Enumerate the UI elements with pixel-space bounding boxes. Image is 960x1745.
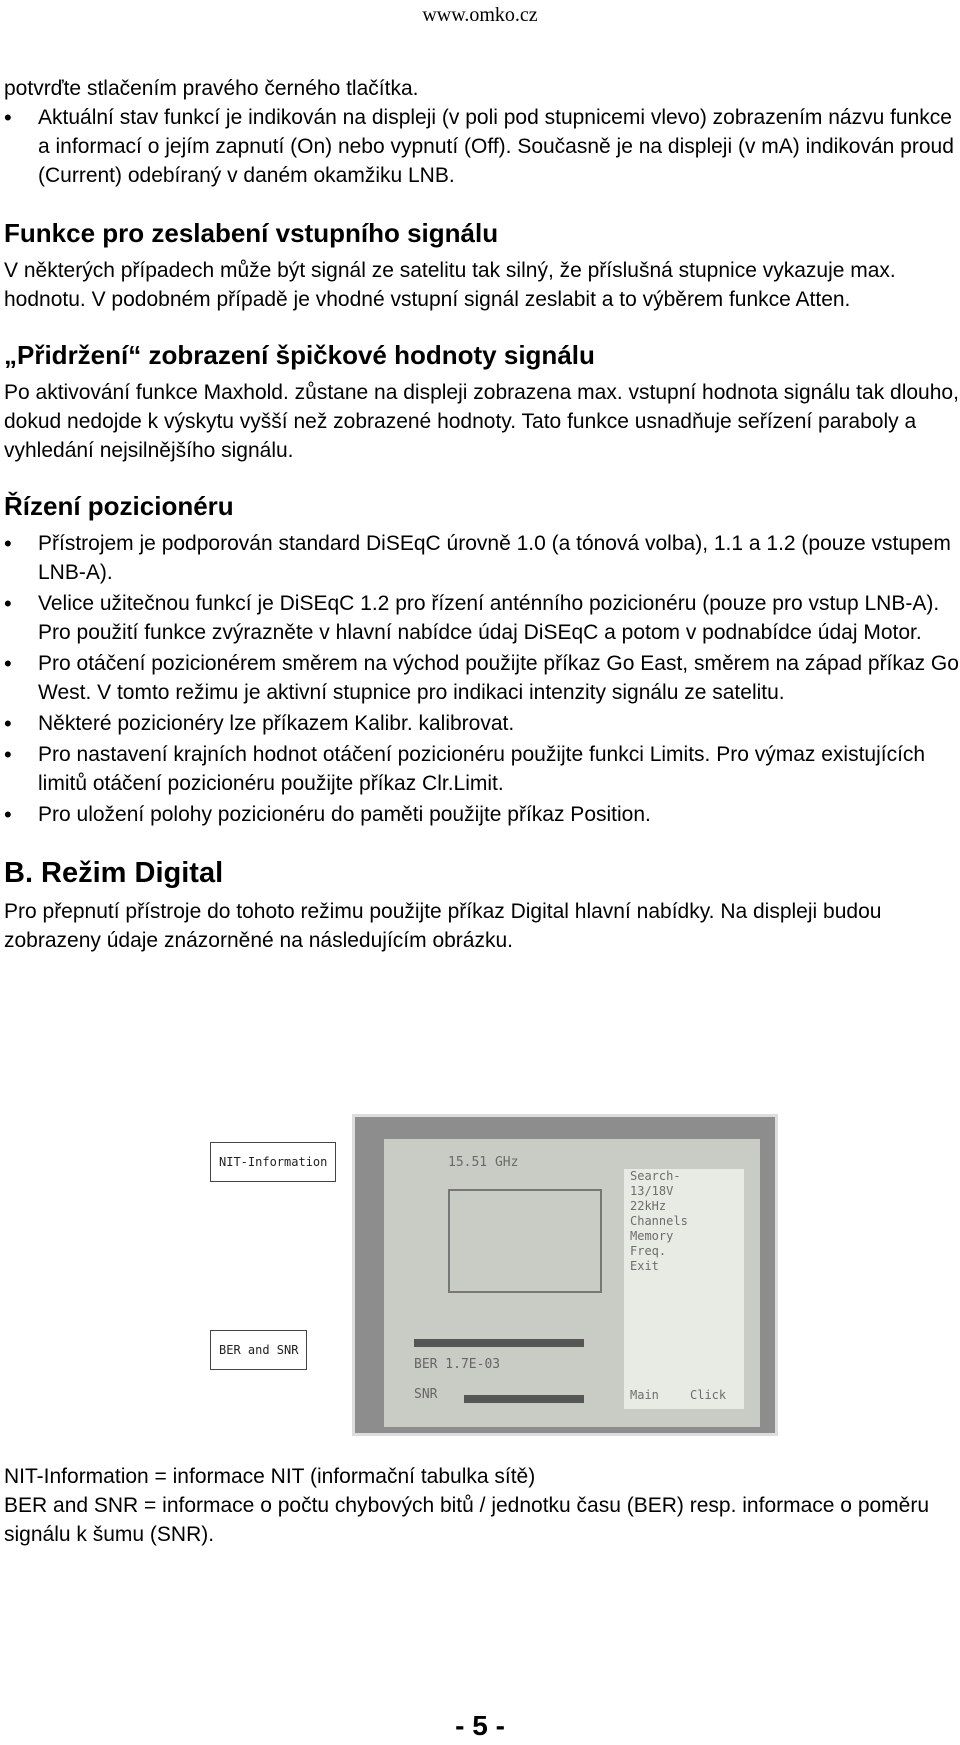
- screen-menu: [624, 1169, 744, 1409]
- positioner-bullet: • Některé pozicionéry lze příkazem Kalibr. kalibrovat.: [0, 709, 960, 738]
- callout-ber: BER and SNR: [210, 1330, 307, 1370]
- page-number: - 5 -: [455, 1710, 505, 1741]
- positioner-bullets: [0, 529, 960, 829]
- header-url: www.omko.cz: [422, 4, 538, 26]
- maxhold-paragraph: Po aktivování funkce Maxhold. zůstane na displeji zobrazena max. vstupní hodnota signálu tak dlouho, dokud nedojde k výskytu vyšší než zobrazené hodnoty. Tato funkce usnadňuje seřízení paraboly a vyhledání nejsilnějšího signálu.: [4, 381, 959, 462]
- positioner-bullet: • Velice užitečnou funkcí je DiSEqC 1.2 pro řízení anténního pozicionéru (pouze pro vstup LNB-A). Pro použití funkce zvýrazněte v hlavní nabídce údaj DiSEqC a potom v podnabídce údaj Motor.: [0, 589, 960, 647]
- device-screen: [384, 1139, 760, 1427]
- screen-snr: SNR: [414, 1387, 438, 1402]
- caption-nit: NIT-Information = informace NIT (informační tabulka sítě): [4, 1465, 536, 1488]
- menu-item: Search-: [630, 1169, 681, 1183]
- heading-positioner: Řízení pozicionéru: [4, 491, 234, 521]
- menu-item: 13/18V: [630, 1184, 674, 1198]
- menu-bottom-click: Click: [690, 1388, 727, 1402]
- intro-bullets: [0, 103, 960, 190]
- callout-nit: NIT-Information: [210, 1142, 336, 1182]
- menu-bottom-main: Main: [630, 1388, 659, 1402]
- digital-paragraph: Pro přepnutí přístroje do tohoto režimu použijte příkaz Digital hlavní nabídky. Na displeji budou zobrazeny údaje znázorněné na následujícím obrázku.: [4, 900, 882, 952]
- heading-maxhold: „Přidržení“ zobrazení špičkové hodnoty signálu: [4, 340, 595, 370]
- device-display-photo: [352, 1114, 778, 1436]
- positioner-bullet: • Přístrojem je podporován standard DiSEqC úrovně 1.0 (a tónová volba), 1.1 a 1.2 (pouze vstupem LNB-A).: [0, 529, 960, 587]
- positioner-bullet: • Pro nastavení krajních hodnot otáčení pozicionéru použijte funkci Limits. Pro výmaz existujících limitů otáčení pozicionéru použijte příkaz Clr.Limit.: [0, 740, 960, 798]
- intro-paragraph: potvrďte stlačením pravého černého tlačítka.: [4, 77, 419, 100]
- screen-frequency: 15.51 GHz: [448, 1155, 519, 1170]
- figure-captions: [4, 1462, 960, 1549]
- heading-atten: Funkce pro zeslabení vstupního signálu: [4, 218, 499, 248]
- menu-item: Freq.: [630, 1244, 667, 1258]
- atten-paragraph: V některých případech může být signál ze satelitu tak silný, že příslušná stupnice vykazuje max. hodnotu. V podobném případě je vhodné vstupní signál zeslabit a to výběrem funkce Atten.: [4, 259, 896, 311]
- positioner-bullet: • Pro otáčení pozicionérem směrem na východ použijte příkaz Go East, směrem na západ příkaz Go West. V tomto režimu je aktivní stupnice pro indikaci intenzity signálu ze satelitu.: [0, 649, 960, 707]
- screen-constellation: [448, 1189, 602, 1293]
- screen-snr-bar: [464, 1395, 584, 1403]
- menu-item: 22kHz: [630, 1199, 667, 1213]
- document-body: [0, 74, 960, 955]
- screen-bar: [414, 1339, 584, 1347]
- caption-ber: BER and SNR = informace o počtu chybových bitů / jednotku času (BER) resp. informace o poměru signálu k šumu (SNR).: [4, 1494, 930, 1546]
- intro-bullet: • Aktuální stav funkcí je indikován na displeji (v poli pod stupnicemi vlevo) zobrazením názvu funkce a informací o jejím zapnutí (On) nebo vypnutí (Off). Současně je na displeji (v mA) indikován proud (Current) odebíraný v daném okamžiku LNB.: [0, 103, 960, 190]
- menu-item: Channels: [630, 1214, 688, 1228]
- positioner-bullet: • Pro uložení polohy pozicionéru do paměti použijte příkaz Position.: [0, 800, 960, 829]
- heading-digital: B. Režim Digital: [4, 857, 224, 889]
- menu-item: Exit: [630, 1259, 659, 1273]
- screen-ber: BER 1.7E-03: [414, 1357, 501, 1372]
- menu-item: Memory: [630, 1229, 674, 1243]
